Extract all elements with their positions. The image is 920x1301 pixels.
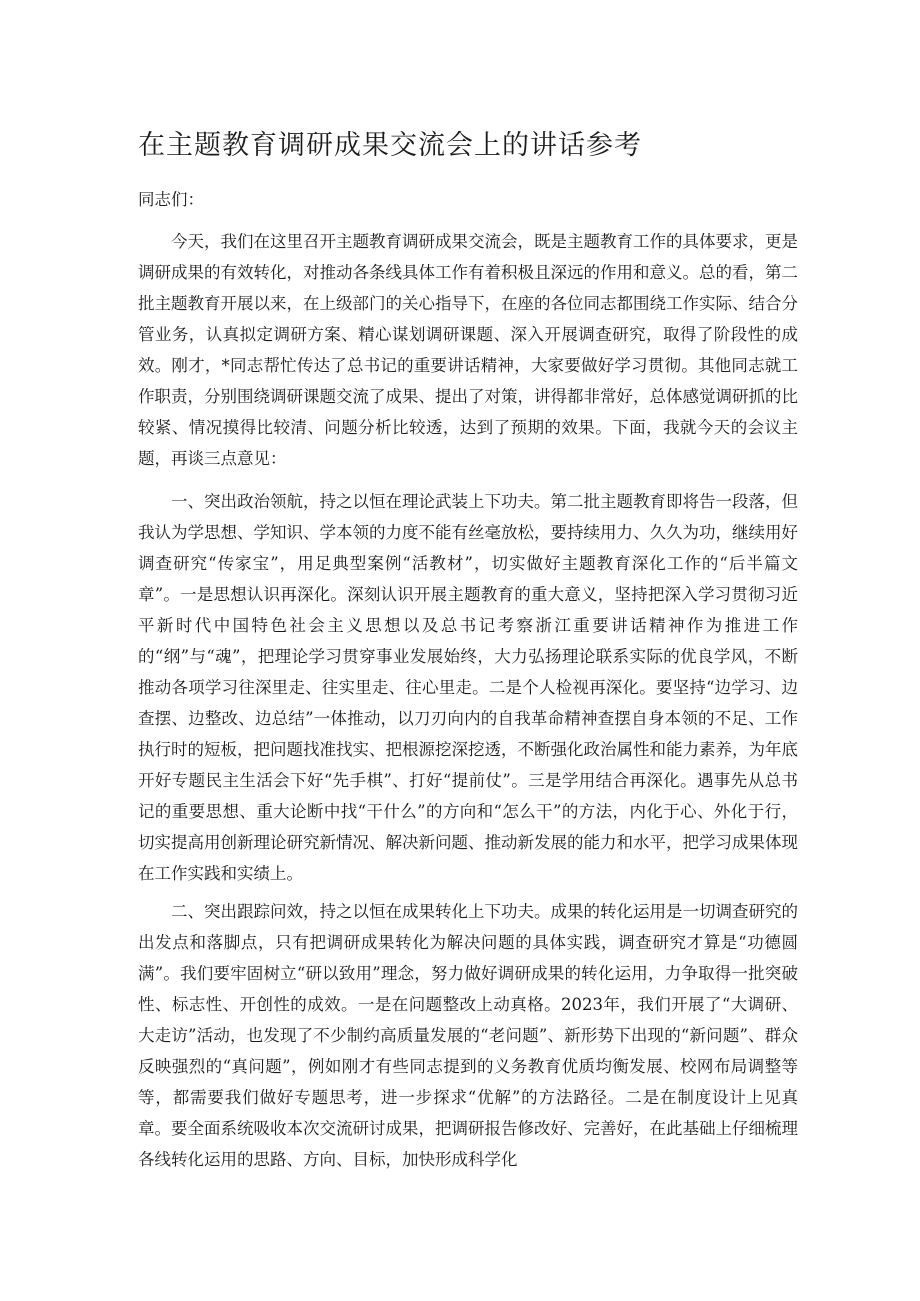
document-title: 在主题教育调研成果交流会上的讲话参考 — [138, 130, 642, 161]
paragraph-opening: 今天，我们在这里召开主题教育调研成果交流会，既是主题教育工作的具体要求，更是调研成果的有效转化，对推动各条线具体工作有着积极且深远的作用和意义。总的看，第二批主题教育开展以来，在上级部门的关心指导下，在座的各位同志都围绕工作实际、结合分管业务，认真拟定调研方案、精心谋划调研课题、深入开展调查研究，取得了阶段性的成效。刚才，*同志帮忙传达了总书记的重要讲话精神，大家要做好学习贯彻。其他同志就工作职责，分别围绕调研课题交流了成果、提出了对策，讲得都非常好，总体感觉调研抓的比较紧、情况摸得比较清、问题分析比较透，达到了预期的效果。下面，我就今天的会议主题，再谈三点意见： — [138, 232, 798, 468]
salutation: 同志们： — [138, 190, 204, 209]
paragraph-section-one: 一、突出政治领航，持之以恒在理论武装上下功夫。第二批主题教育即将告一段落，但我认为学思想、学知识、学本领的力度不能有丝毫放松，要持续用力、久久为功，继续用好调查研究“传家宝”，用足典型案例“活教材”，切实做好主题教育深化工作的“后半篇文章”。一是思想认识再深化。深刻认识开展主题教育的重大意义，坚持把深入学习贯彻习近平新时代中国特色社会主义思想以及总书记考察浙江重要讲话精神作为推进工作的“纲”与“魂”，把理论学习贯穿事业发展始终，大力弘扬理论联系实际的优良学风，不断推动各项学习往深里走、往实里走、往心里走。二是个人检视再深化。要坚持“边学习、边查摆、边整改、边总结”一体推动，以刀刃向内的自我革命精神查摆自身本领的不足、工作执行时的短板，把问题找准找实、把根源挖深挖透，不断强化政治属性和能力素养，为年底开好专题民主生活会下好“先手棋”、打好“提前仗”。三是学用结合再深化。遇事先从总书记的重要思想、重大论断中找“干什么”的方向和“怎么干”的方法，内化于心、外化于行，切实提高用创新理论研究新情况、解决新问题、推动新发展的能力和水平，把学习成果体现在工作实践和实绩上。 — [138, 492, 798, 883]
paragraph-section-two: 二、突出跟踪问效，持之以恒在成果转化上下功夫。成果的转化运用是一切调查研究的出发点和落脚点，只有把调研成果转化为解决问题的具体实践，调查研究才算是“功德圆满”。我们要牢固树立“研以致用”理念，努力做好调研成果的转化运用，力争取得一批突破性、标志性、开创性的成效。一是在问题整改上动真格。2023年，我们开展了“大调研、大走访”活动，也发现了不少制约高质量发展的“老问题”、新形势下出现的“新问题”、群众反映强烈的“真问题”，例如刚才有些同志提到的义务教育优质均衡发展、校网布局调整等等，都需要我们做好专题思考，进一步探求“优解”的方法路径。二是在制度设计上见真章。要全面系统吸收本次交流研讨成果，把调研报告修改好、完善好，在此基础上仔细梳理各线转化运用的思路、方向、目标，加快形成科学化 — [138, 902, 798, 1169]
